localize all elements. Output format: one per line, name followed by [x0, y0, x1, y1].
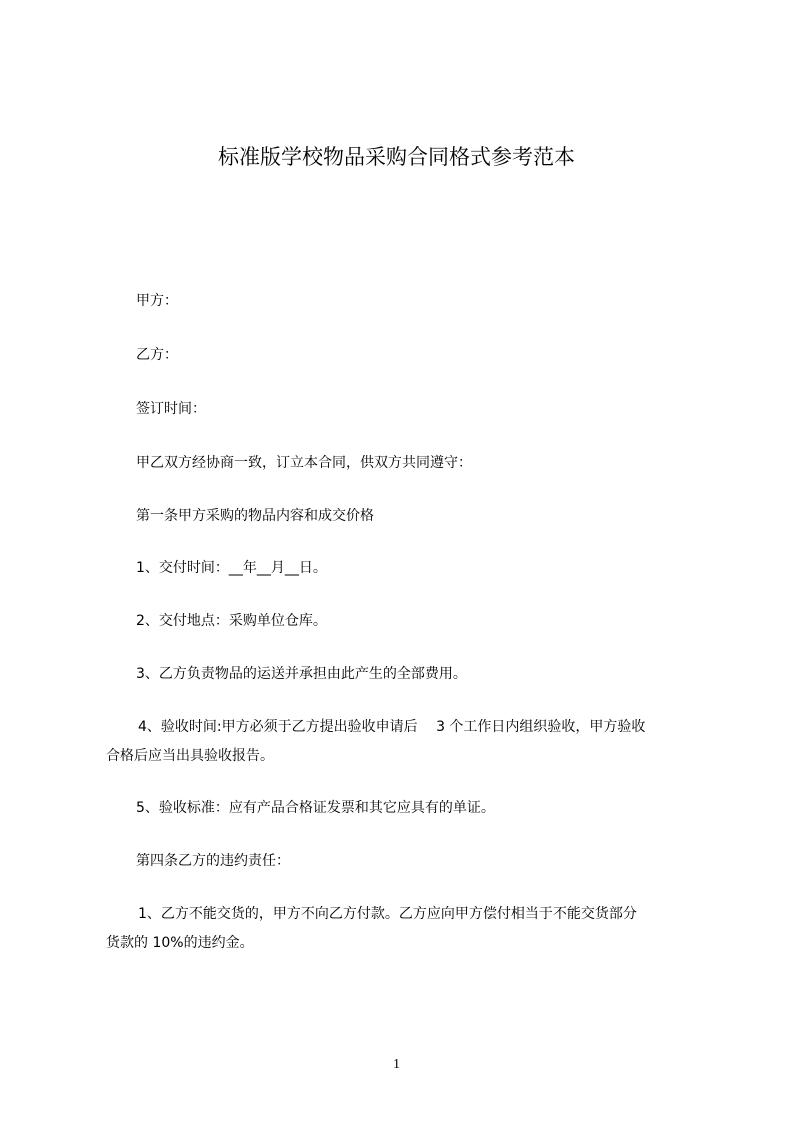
- breach-clause-1-line-1: 1、乙方不能交货的，甲方不向乙方付款。乙方应向甲方偿付相当于不能交货部分: [138, 906, 637, 922]
- clause-4-acceptance-time: [106, 713, 716, 771]
- breach-clause-1-line-2: 货款的 10%的违约金。: [106, 935, 254, 951]
- breach-clause-1: [106, 900, 716, 958]
- clause-4-line-2: 合格后应当出具验收报告。: [106, 748, 274, 764]
- clause-2-delivery-place: 2、交付地点：采购单位仓库。: [136, 613, 327, 629]
- page-number: 1: [393, 1057, 400, 1072]
- party-b-label: 乙方：: [136, 347, 178, 363]
- sign-time-label: 签订时间：: [136, 401, 206, 417]
- clause-3-transport: 3、乙方负责物品的运送并承担由此产生的全部费用。: [136, 666, 467, 682]
- clause-1-delivery-time: 1、交付时间：__年__月__日。: [136, 560, 327, 576]
- clause-4-line-1: 4、验收时间:甲方必须于乙方提出验收申请后 3 个工作日内组织验收，甲方验收: [138, 719, 646, 735]
- document-title: 标准版学校物品采购合同格式参考范本: [218, 145, 575, 169]
- party-a-label: 甲方：: [136, 293, 178, 309]
- article-1-heading: 第一条甲方采购的物品内容和成交价格: [136, 508, 374, 524]
- article-4-heading: 第四条乙方的违约责任：: [136, 853, 290, 869]
- intro-paragraph: 甲乙双方经协商一致，订立本合同，供双方共同遵守：: [136, 455, 472, 471]
- clause-5-acceptance-standard: 5、验收标准：应有产品合格证发票和其它应具有的单证。: [136, 800, 495, 816]
